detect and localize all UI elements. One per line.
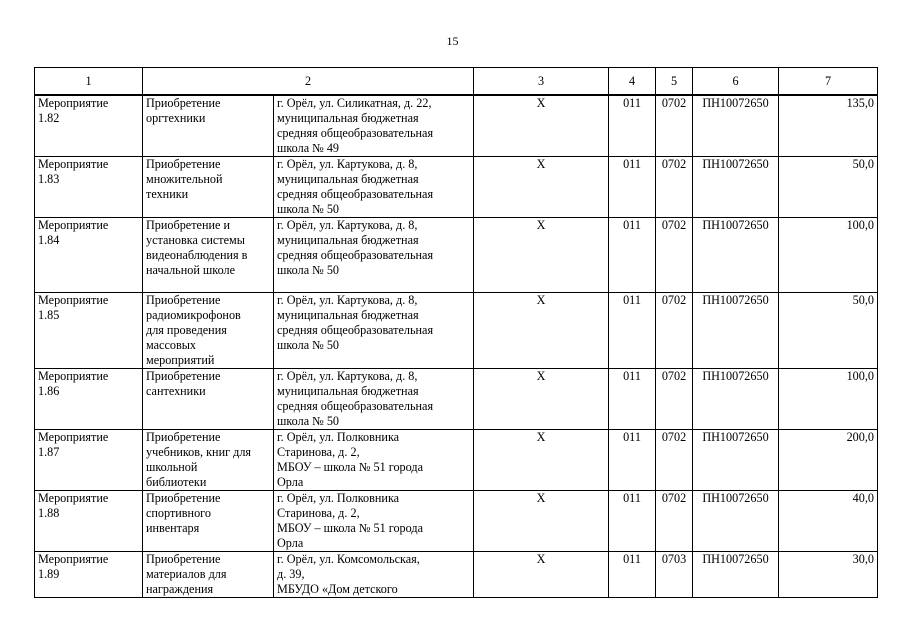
mark-cell: Х (474, 157, 609, 218)
budget-table (34, 67, 878, 598)
event-address: г. Орёл, ул. Силикатная, д. 22, муниципальная бюджетная средняя общеобразовательная школа № 49 (277, 96, 434, 155)
amount-cell: 100,0 (779, 369, 878, 430)
event-address: г. Орёл, ул. Картукова, д. 8, муниципальная бюджетная средняя общеобразовательная школа № 50 (277, 369, 434, 428)
page-number: 15 (446, 34, 459, 48)
mark-cell: Х (474, 293, 609, 369)
event-name: Приобретение множительной техники (146, 157, 223, 201)
event-id: Мероприятие 1.89 (38, 552, 109, 581)
code-cell: ПН10072650 (693, 369, 779, 430)
event-address: г. Орёл, ул. Полковника Старинова, д. 2, МБОУ – школа № 51 города Орла (277, 491, 423, 550)
table-row (35, 95, 878, 157)
header-col-2: 2 (143, 68, 474, 96)
table-row (35, 552, 878, 598)
mark-cell: Х (474, 95, 609, 157)
col5-cell: 0702 (656, 218, 693, 293)
header-col-4: 4 (609, 68, 656, 96)
event-id: Мероприятие 1.82 (38, 96, 109, 125)
event-address: г. Орёл, ул. Полковника Старинова, д. 2, МБОУ – школа № 51 города Орла (277, 430, 423, 489)
event-id: Мероприятие 1.83 (38, 157, 109, 186)
event-address: г. Орёл, ул. Картукова, д. 8, муниципальная бюджетная средняя общеобразовательная школа № 50 (277, 293, 434, 352)
event-id: Мероприятие 1.86 (38, 369, 109, 398)
event-address: г. Орёл, ул. Комсомольская, д. 39, МБУДО «Дом детского (277, 552, 420, 596)
col4-cell: 011 (609, 157, 656, 218)
event-name: Приобретение спортивного инвентаря (146, 491, 221, 535)
table-row (35, 293, 878, 369)
col4-cell: 011 (609, 430, 656, 491)
event-name: Приобретение и установка системы видеонаблюдения в начальной школе (146, 218, 248, 277)
event-id: Мероприятие 1.85 (38, 293, 109, 322)
code-cell: ПН10072650 (693, 491, 779, 552)
col5-cell: 0702 (656, 157, 693, 218)
event-name: Приобретение сантехники (146, 369, 221, 398)
col5-cell: 0702 (656, 430, 693, 491)
event-name: Приобретение материалов для награждения (146, 552, 227, 596)
event-name: Приобретение оргтехники (146, 96, 221, 125)
col5-cell: 0702 (656, 491, 693, 552)
header-col-5: 5 (656, 68, 693, 96)
mark-cell: Х (474, 491, 609, 552)
event-id: Мероприятие 1.87 (38, 430, 109, 459)
event-id: Мероприятие 1.88 (38, 491, 109, 520)
col5-cell: 0702 (656, 95, 693, 157)
mark-cell: Х (474, 430, 609, 491)
amount-cell: 40,0 (779, 491, 878, 552)
table-row (35, 157, 878, 218)
col4-cell: 011 (609, 218, 656, 293)
code-cell: ПН10072650 (693, 95, 779, 157)
code-cell: ПН10072650 (693, 552, 779, 598)
amount-cell: 50,0 (779, 157, 878, 218)
code-cell: ПН10072650 (693, 157, 779, 218)
header-col-7: 7 (779, 68, 878, 96)
col4-cell: 011 (609, 369, 656, 430)
amount-cell: 30,0 (779, 552, 878, 598)
col4-cell: 011 (609, 293, 656, 369)
code-cell: ПН10072650 (693, 293, 779, 369)
event-name: Приобретение радиомикрофонов для проведения массовых мероприятий (146, 293, 241, 367)
amount-cell: 50,0 (779, 293, 878, 369)
event-address: г. Орёл, ул. Картукова, д. 8, муниципальная бюджетная средняя общеобразовательная школа № 50 (277, 218, 434, 277)
table-row (35, 218, 878, 293)
event-id: Мероприятие 1.84 (38, 218, 109, 247)
event-name: Приобретение учебников, книг для школьной библиотеки (146, 430, 252, 489)
amount-cell: 100,0 (779, 218, 878, 293)
mark-cell: Х (474, 369, 609, 430)
mark-cell: Х (474, 552, 609, 598)
table-row (35, 369, 878, 430)
col5-cell: 0702 (656, 293, 693, 369)
event-address: г. Орёл, ул. Картукова, д. 8, муниципальная бюджетная средняя общеобразовательная школа № 50 (277, 157, 434, 216)
header-col-3: 3 (474, 68, 609, 96)
col4-cell: 011 (609, 552, 656, 598)
header-col-6: 6 (693, 68, 779, 96)
col4-cell: 011 (609, 95, 656, 157)
header-col-1: 1 (35, 68, 143, 96)
col5-cell: 0703 (656, 552, 693, 598)
mark-cell: Х (474, 218, 609, 293)
amount-cell: 135,0 (779, 95, 878, 157)
code-cell: ПН10072650 (693, 218, 779, 293)
col5-cell: 0702 (656, 369, 693, 430)
table-header-row (35, 68, 878, 96)
code-cell: ПН10072650 (693, 430, 779, 491)
table-row (35, 491, 878, 552)
table-row (35, 430, 878, 491)
col4-cell: 011 (609, 491, 656, 552)
amount-cell: 200,0 (779, 430, 878, 491)
